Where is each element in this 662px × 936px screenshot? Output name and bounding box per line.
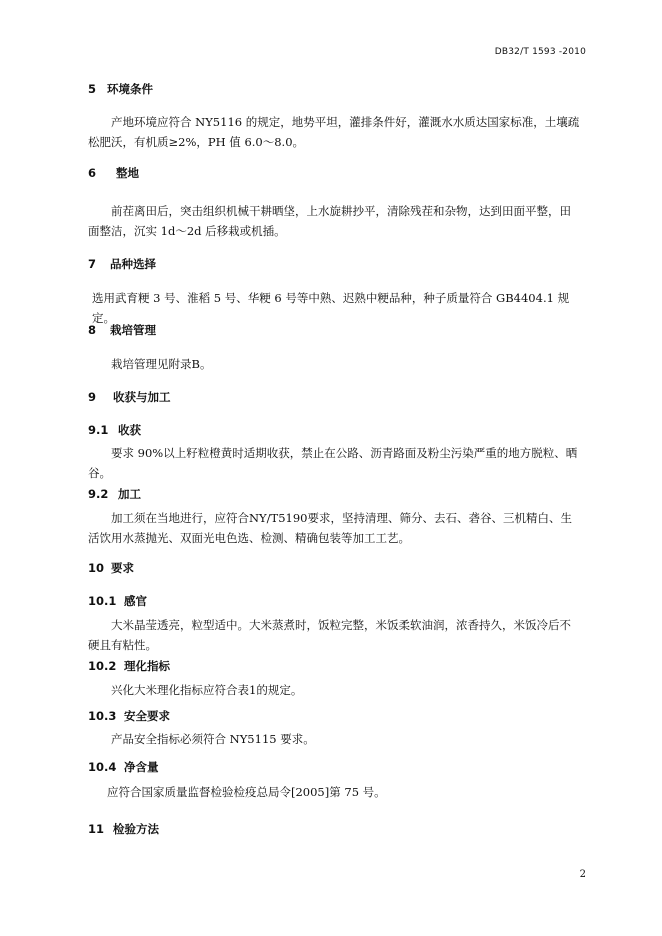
paragraph-harvest: 要求 90%以上籽粒橙黄时适期收获，禁止在公路、沥青路面及粉尘污染严重的地方脱粒、晒谷。	[88, 446, 578, 480]
section-number: 10.2	[88, 659, 117, 673]
section-number: 10.3	[88, 709, 117, 723]
section-number: 10.4	[88, 760, 117, 774]
subsection-heading-9-2	[88, 486, 141, 502]
paragraph-sensory: 大米晶莹透亮，粒型适中。大米蒸煮时，饭粒完整，米饭柔软油润，浓香持久，米饭冷后不硬且有粘性。	[88, 618, 571, 652]
section-title: 环境条件	[107, 82, 153, 96]
paragraph-net-content: 应符合国家质量监督检验检疫总局令[2005]第 75 号。	[107, 785, 386, 799]
paragraph-processing: 加工须在当地进行，应符合NY/T5190要求，坚持清理、筛分、去石、砻谷、三机精白、生活饮用水蒸抛光、双面光电色选、检测、精确包装等加工工艺。	[88, 511, 572, 545]
section-title: 加工	[118, 487, 141, 501]
section-title: 收获与加工	[113, 390, 171, 404]
subsection-heading-10-3	[88, 708, 170, 724]
page-number: 2	[579, 869, 586, 880]
section-number: 10	[88, 561, 105, 575]
subsection-heading-10-2	[88, 658, 170, 674]
section-title: 净含量	[124, 760, 159, 774]
section-heading-5	[88, 81, 153, 97]
section-title: 检验方法	[113, 822, 159, 836]
section-heading-9	[88, 389, 171, 405]
paragraph-land-prep: 前茬离田后，突击组织机械干耕晒垡，上水旋耕抄平，清除残茬和杂物，达到田面平整，田面整洁，沉实 1d～2d 后移栽或机插。	[88, 204, 571, 238]
section-number: 11	[88, 822, 105, 836]
section-title: 安全要求	[124, 709, 170, 723]
section-number: 10.1	[88, 594, 117, 608]
section-title: 理化指标	[124, 659, 170, 673]
subsection-heading-10-1	[88, 593, 147, 609]
paragraph-variety: 选用武育粳 3 号、淮稻 5 号、华粳 6 号等中熟、迟熟中粳品种，种子质量符合 GB4404.1 规定。	[92, 291, 570, 325]
subsection-heading-10-4	[88, 759, 159, 775]
section-heading-6	[88, 165, 139, 181]
section-title: 整地	[116, 166, 139, 180]
section-title: 栽培管理	[110, 323, 156, 337]
section-number: 5	[88, 82, 97, 96]
section-number: 8	[88, 323, 97, 337]
paragraph-safety: 产品安全指标必须符合 NY5115 要求。	[111, 732, 315, 746]
section-number: 9.1	[88, 423, 109, 437]
subsection-heading-9-1	[88, 422, 141, 438]
section-heading-10	[88, 560, 134, 576]
paragraph-environment: 产地环境应符合 NY5116 的规定，地势平坦，灌排条件好，灌溉水水质达国家标准，土壤疏松肥沃，有机质≥2%，PH 值 6.0～8.0。	[88, 115, 580, 149]
section-heading-11	[88, 821, 159, 837]
section-number: 9.2	[88, 487, 109, 501]
document-id-header: DB32/T 1593 -2010	[494, 47, 586, 57]
section-title: 感官	[124, 594, 147, 608]
paragraph-physicochemical: 兴化大米理化指标应符合表1的规定。	[111, 683, 303, 697]
section-title: 要求	[111, 561, 134, 575]
paragraph-cultivation: 栽培管理见附录B。	[111, 357, 212, 371]
section-number: 6	[88, 166, 97, 180]
section-number: 7	[88, 257, 97, 271]
section-number: 9	[88, 390, 97, 404]
section-title: 品种选择	[110, 257, 156, 271]
section-title: 收获	[118, 423, 141, 437]
section-heading-8	[88, 322, 156, 338]
section-heading-7	[88, 256, 156, 272]
